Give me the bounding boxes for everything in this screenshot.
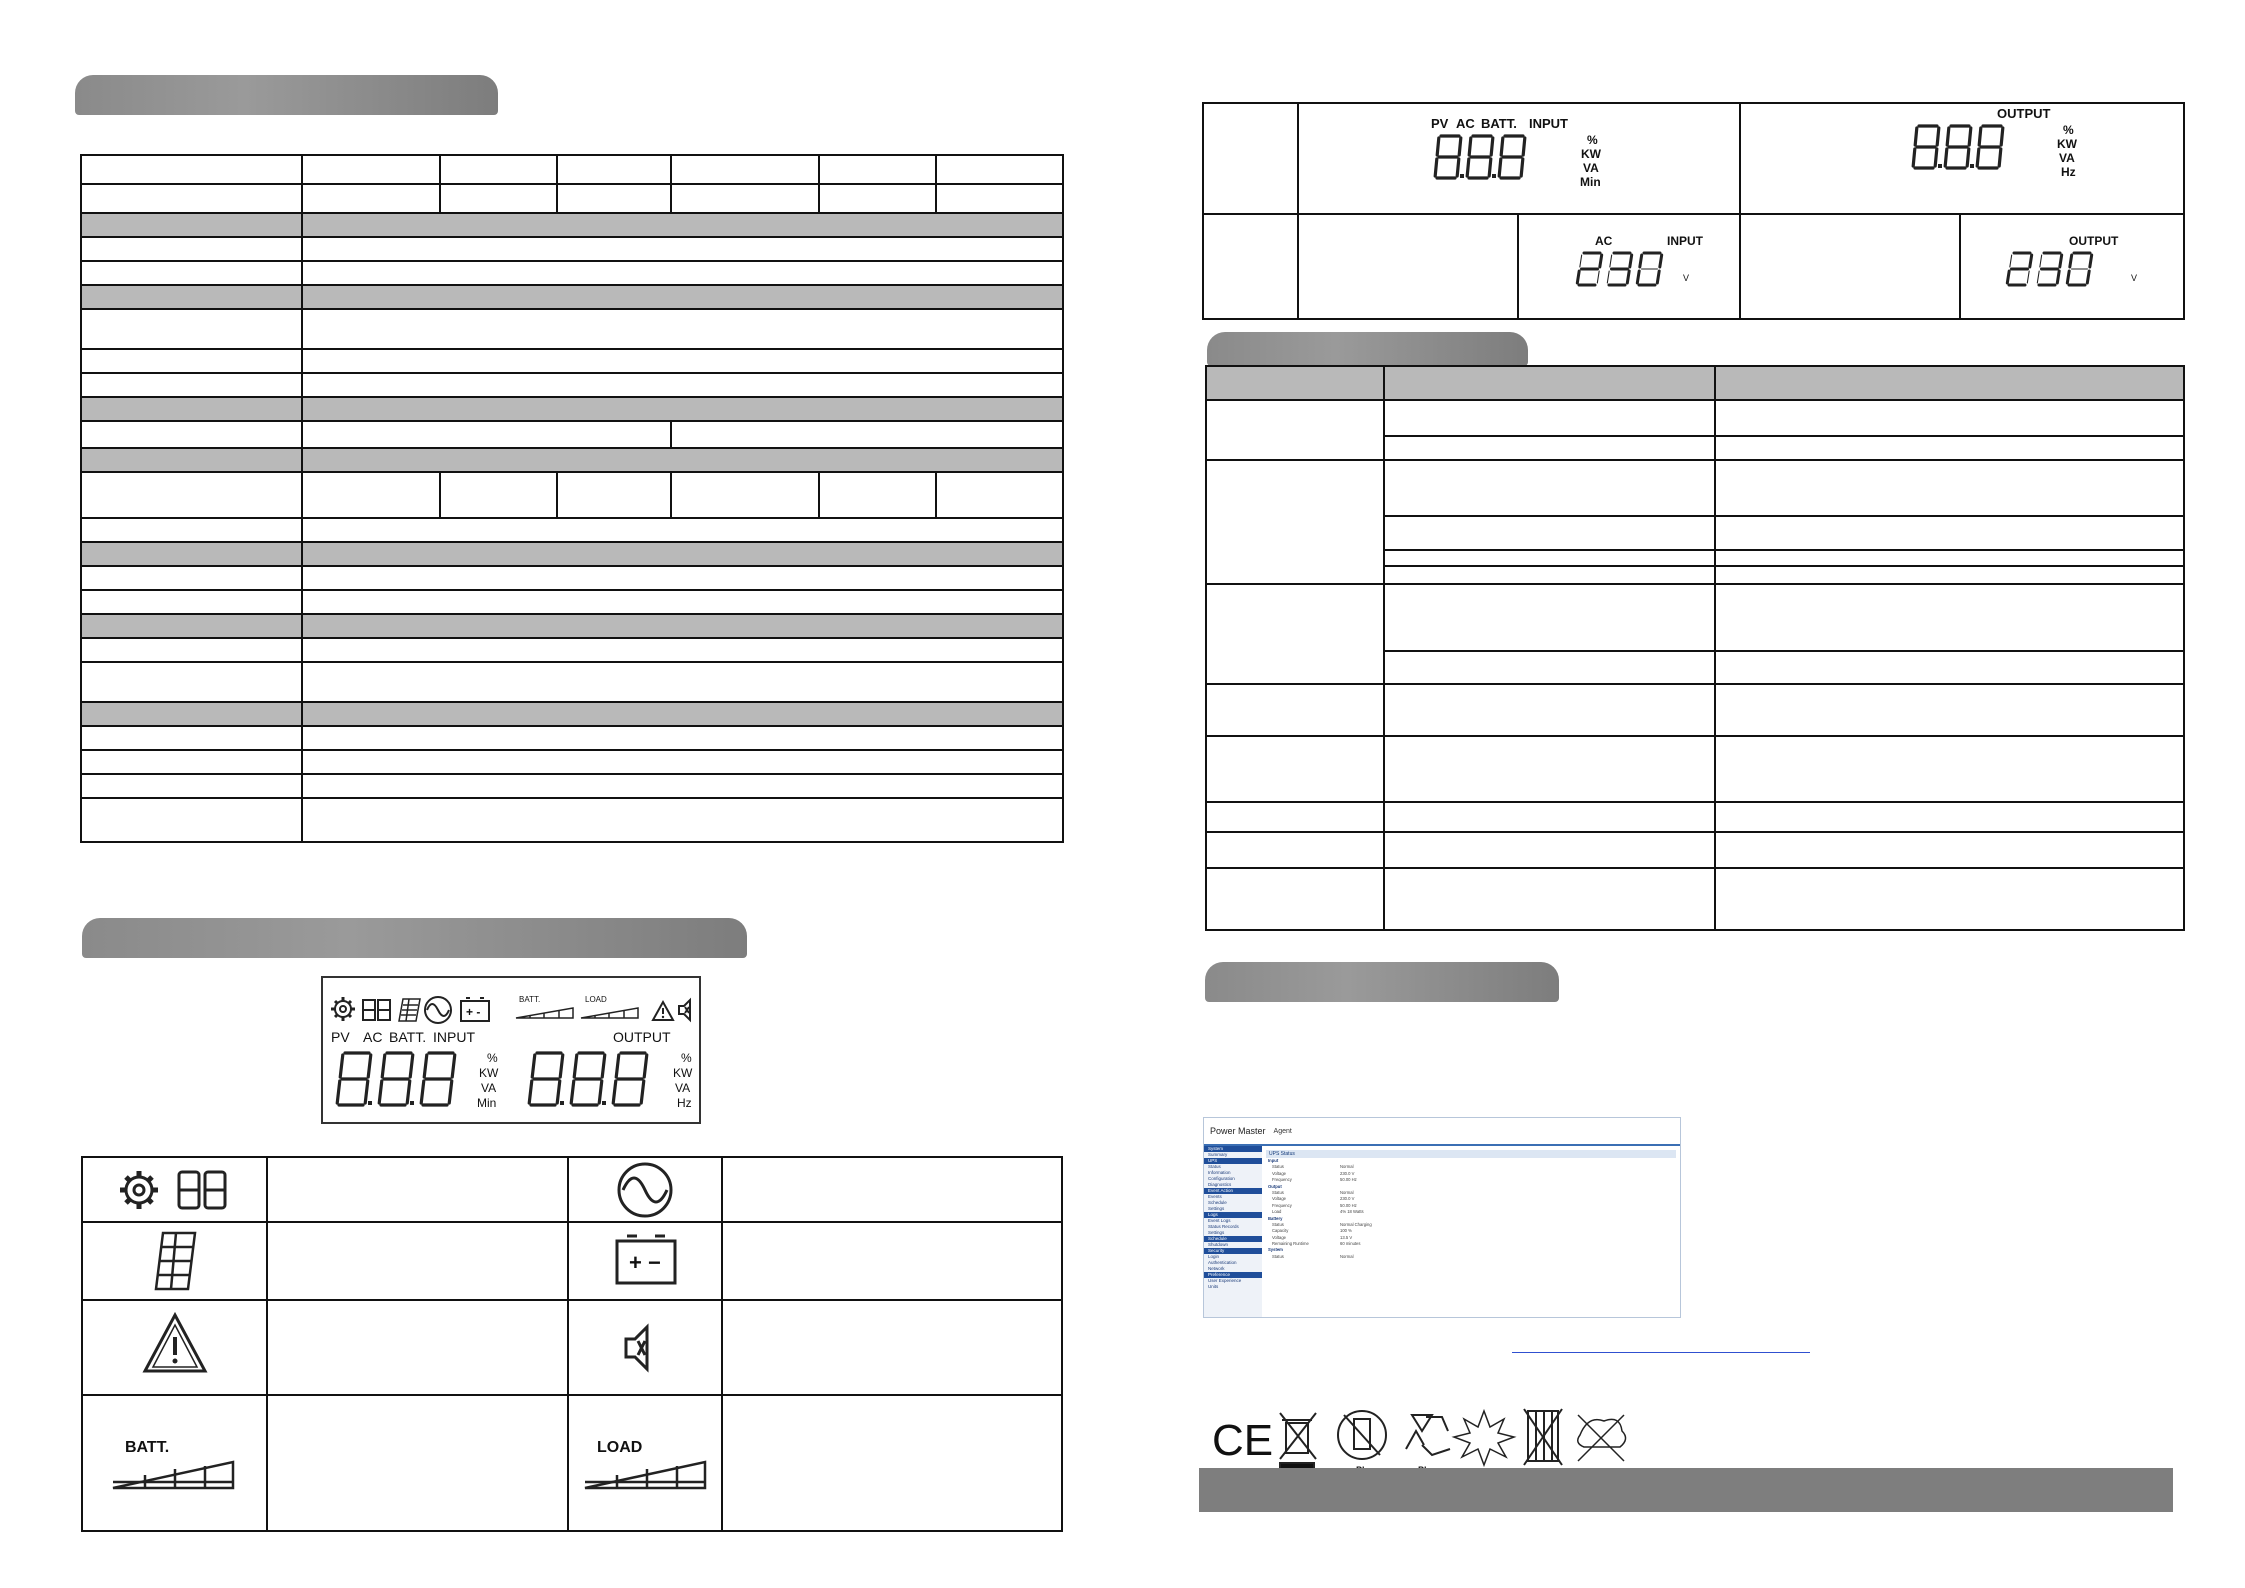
digit-segment xyxy=(365,1081,368,1103)
digit-segment xyxy=(2030,255,2032,267)
digit-segment xyxy=(1457,159,1459,176)
svg-text:+ -: + - xyxy=(466,1005,481,1019)
digit-segment xyxy=(1435,159,1437,176)
digit-segment xyxy=(1915,128,1917,145)
digit-segment xyxy=(1999,149,2001,166)
digit-segment xyxy=(1967,149,1969,166)
display-panel-icon xyxy=(399,999,420,1021)
screenshot-sidebar-item: Security xyxy=(1204,1248,1262,1254)
digit-segment xyxy=(1969,128,1971,145)
digit-segment xyxy=(613,1081,616,1103)
screenshot-sidebar-item: Settings xyxy=(1208,1230,1225,1235)
digit-segment xyxy=(1501,138,1503,155)
sine-wave-icon xyxy=(619,1164,671,1216)
digit-segment xyxy=(1607,271,1609,283)
batt-level-icon xyxy=(516,1008,573,1018)
screenshot-sidebar-item: Information xyxy=(1208,1170,1231,1175)
digit-segment xyxy=(1660,255,1662,267)
screenshot-sidebar xyxy=(1204,1146,1262,1317)
digit-segment xyxy=(368,1055,371,1077)
temperature-icon xyxy=(1578,1415,1626,1461)
digit-segment xyxy=(2090,255,2092,267)
digit-segment xyxy=(1637,271,1639,283)
lcd-unit-4: Min xyxy=(1580,175,1601,189)
lcd-unit-1: % xyxy=(1587,133,1598,147)
digit-segment xyxy=(379,1081,382,1103)
decimal-point xyxy=(1492,174,1496,178)
screenshot-sidebar-item: Authentication xyxy=(1208,1260,1237,1265)
digit-segment xyxy=(449,1081,452,1103)
lcd-output-label: OUTPUT xyxy=(1997,106,2051,121)
screenshot-row-key: Load xyxy=(1272,1209,1282,1215)
battery-disposal-icon xyxy=(1338,1411,1386,1475)
digit-segment xyxy=(641,1081,644,1103)
screenshot-host: Agent xyxy=(1273,1127,1292,1135)
panel-unit-left-4: Min xyxy=(477,1096,497,1110)
screenshot-row-value: 230.0 V xyxy=(1340,1196,1355,1202)
digit-segment xyxy=(340,1055,343,1077)
panel-unit-right-3: VA xyxy=(675,1081,691,1095)
svg-text:+ −: + − xyxy=(629,1250,661,1275)
screenshot-row-key: Status xyxy=(1272,1164,1284,1170)
screenshot-sidebar-item: UPS xyxy=(1204,1158,1262,1164)
digit-segment xyxy=(602,1055,605,1077)
screenshot-row-value: 4% 18 Watts xyxy=(1340,1209,1364,1215)
troubleshooting-section-header xyxy=(1207,332,1528,366)
screenshot-sidebar-item: Diagnostics xyxy=(1208,1182,1232,1187)
panel-output-label: OUTPUT xyxy=(613,1029,671,1045)
digit-segment xyxy=(421,1081,424,1103)
screenshot-header: UPS Status xyxy=(1266,1150,1676,1158)
screenshot-row-key: Status xyxy=(1272,1221,1284,1227)
screenshot-sidebar-item: Schedule xyxy=(1208,1200,1227,1205)
screenshot-main xyxy=(1266,1150,1676,1315)
panel-unit-left-2: KW xyxy=(479,1066,499,1080)
load-level-icon xyxy=(581,1008,638,1018)
digit-segment xyxy=(452,1055,455,1077)
panel-ac-label: AC xyxy=(363,1029,383,1045)
screenshot-row xyxy=(1266,1254,1676,1260)
spec-section-header xyxy=(75,75,498,115)
screenshot-sidebar-item: Preference xyxy=(1204,1272,1262,1278)
digit-segment xyxy=(1913,149,1915,166)
recycle-icon xyxy=(1406,1415,1450,1475)
decimal-point xyxy=(410,1101,414,1105)
digits-icon xyxy=(179,1172,225,1208)
digit-segment xyxy=(2001,128,2003,145)
screenshot-row-value: 50.00 Hz xyxy=(1340,1202,1357,1208)
panel-unit-left-1: % xyxy=(487,1051,498,1065)
screenshot-row-key: Status xyxy=(1272,1253,1284,1259)
pallet-icon xyxy=(1524,1409,1562,1465)
lcd-out-unit-4: Hz xyxy=(2061,165,2076,179)
screenshot-sidebar-item: Units xyxy=(1208,1284,1219,1289)
warning-triangle-icon xyxy=(145,1315,205,1371)
digit-segment xyxy=(1947,128,1949,145)
digit-segment xyxy=(2027,271,2029,283)
digit-segment xyxy=(1935,149,1937,166)
digit-segment xyxy=(1437,138,1439,155)
digit-segment xyxy=(2087,271,2089,283)
decimal-point xyxy=(602,1101,606,1105)
panel-unit-right-2: KW xyxy=(673,1066,693,1080)
digit-segment xyxy=(532,1055,535,1077)
lcd-panel-diagram xyxy=(321,976,701,1124)
digit-segment xyxy=(574,1055,577,1077)
digit-segment xyxy=(1521,159,1523,176)
troubleshooting-table xyxy=(1205,365,2185,931)
screenshot-row-key: Status xyxy=(1272,1189,1284,1195)
digit-segment xyxy=(1459,138,1461,155)
panel-unit-right-4: Hz xyxy=(677,1096,692,1110)
lcd-display-table xyxy=(1202,102,2185,320)
digit-segment xyxy=(2070,255,2072,267)
panel-left-digits xyxy=(337,1053,455,1105)
lcd-out-unit-2: KW xyxy=(2057,137,2077,151)
batt-level-icon xyxy=(113,1462,233,1488)
screenshot-row-key: Voltage xyxy=(1272,1196,1286,1202)
screenshot-sidebar-item: Event Action xyxy=(1204,1188,1262,1194)
digit-segment xyxy=(2040,255,2042,267)
lcd-input-small-label: INPUT xyxy=(1667,234,1703,248)
panel-batt-label: BATT. xyxy=(389,1029,427,1045)
digit-segment xyxy=(1640,255,1642,267)
screenshot-brand: Power Master xyxy=(1210,1126,1266,1136)
digit-segment xyxy=(616,1055,619,1077)
screenshot-row-key: Frequency xyxy=(1272,1177,1292,1183)
digit-segment xyxy=(560,1055,563,1077)
digit-segment xyxy=(1499,159,1501,176)
lcd-output-small-label: OUTPUT xyxy=(2069,234,2119,248)
screenshot-sidebar-item: Schedule xyxy=(1204,1236,1262,1242)
digit-segment xyxy=(2060,255,2062,267)
digit-segment xyxy=(644,1055,647,1077)
digit-segment xyxy=(1491,138,1493,155)
display-panel-icon xyxy=(156,1233,195,1289)
mute-speaker-icon xyxy=(626,1327,647,1369)
lcd-top-right-digits xyxy=(1913,126,2003,168)
screenshot-sidebar-item: Login xyxy=(1208,1254,1220,1259)
digit-segment xyxy=(1630,255,1632,267)
digit-segment xyxy=(407,1081,410,1103)
screenshot-row-value: Normal xyxy=(1340,1253,1354,1259)
legend-load-label: LOAD xyxy=(597,1439,643,1456)
digit-segment xyxy=(2057,271,2059,283)
decimal-point xyxy=(1970,164,1974,168)
digit-segment xyxy=(1467,159,1469,176)
screenshot-row-value: 230.0 V xyxy=(1340,1170,1355,1176)
sine-wave-icon xyxy=(425,997,451,1023)
screenshot-section-title: System xyxy=(1268,1247,1283,1253)
screenshot-row-key: Frequency xyxy=(1272,1202,1292,1208)
decimal-point xyxy=(560,1101,564,1105)
power-master-screenshot xyxy=(1203,1117,1681,1318)
screenshot-row-value: 13.5 V xyxy=(1340,1234,1353,1240)
digit-segment xyxy=(529,1081,532,1103)
decimal-point xyxy=(1460,174,1464,178)
screenshot-row-value: Normal xyxy=(1340,1164,1354,1170)
screenshot-section-title: Battery xyxy=(1268,1215,1283,1221)
screenshot-sidebar-item: Events xyxy=(1208,1194,1222,1199)
digit-segment xyxy=(1945,149,1947,166)
digit-segment xyxy=(2037,271,2039,283)
screenshot-sidebar-item: Summary xyxy=(1208,1152,1228,1157)
screenshot-sidebar-item: User Experience xyxy=(1208,1278,1242,1283)
lcd-input-unit: V xyxy=(1683,273,1690,283)
screenshot-sidebar-item: Status xyxy=(1208,1164,1221,1169)
digit-segment xyxy=(1627,271,1629,283)
screenshot-sidebar-item: Network xyxy=(1208,1266,1225,1271)
gear-icon xyxy=(331,997,355,1021)
screenshot-row-value: 60 minutes xyxy=(1340,1241,1361,1247)
certification-marks xyxy=(1210,1405,1630,1477)
digit-segment xyxy=(1937,128,1939,145)
digit-segment xyxy=(382,1055,385,1077)
digit-segment xyxy=(1597,271,1599,283)
digit-segment xyxy=(1489,159,1491,176)
screenshot-sidebar-item: System xyxy=(1204,1146,1262,1152)
digits-icon xyxy=(363,1000,390,1020)
digit-segment xyxy=(1580,255,1582,267)
digit-segment xyxy=(2007,271,2009,283)
digit-segment xyxy=(2067,271,2069,283)
lcd-out-unit-1: % xyxy=(2063,123,2074,137)
screenshot-section-title: Output xyxy=(1268,1183,1282,1189)
digit-segment xyxy=(1523,138,1525,155)
digit-segment xyxy=(1610,255,1612,267)
screenshot-section-title: Input xyxy=(1268,1158,1279,1163)
screenshot-sidebar-item: Shutdown xyxy=(1208,1242,1229,1247)
screenshot-sidebar-item: Configuration xyxy=(1208,1176,1235,1181)
icon-legend-table xyxy=(81,1156,1063,1532)
gear-icon xyxy=(120,1171,158,1209)
lcd-out-unit-3: VA xyxy=(2059,151,2075,165)
panel-load-tag: LOAD xyxy=(585,995,607,1004)
screenshot-sidebar-item: Logs xyxy=(1204,1212,1262,1218)
lcd-ac-small-label: AC xyxy=(1595,234,1613,248)
digit-segment xyxy=(1577,271,1579,283)
digit-segment xyxy=(424,1055,427,1077)
weee-bin-icon xyxy=(1280,1413,1316,1470)
screenshot-row-key: Voltage xyxy=(1272,1234,1286,1240)
screenshot-row-value: Normal xyxy=(1340,1189,1354,1195)
screenshot-row-value: Normal Charging xyxy=(1340,1221,1372,1227)
digit-segment xyxy=(2010,255,2012,267)
lcd-ac-label: AC xyxy=(1456,116,1475,131)
panel-batt-tag: BATT. xyxy=(519,995,541,1004)
screenshot-sidebar-item: Status Records xyxy=(1208,1224,1239,1229)
download-link[interactable] xyxy=(1512,1352,1810,1353)
load-level-icon xyxy=(585,1462,705,1488)
explosion-icon xyxy=(1454,1411,1514,1465)
screenshot-topbar xyxy=(1204,1118,1680,1146)
lcd-input-voltage xyxy=(1577,253,1661,285)
screenshot-row-key: Voltage xyxy=(1272,1170,1286,1176)
warning-triangle-icon xyxy=(653,1002,673,1020)
footer-bar xyxy=(1199,1468,2173,1512)
battery-icon xyxy=(617,1236,675,1283)
lcd-batt-label: BATT. xyxy=(1481,116,1517,131)
digit-segment xyxy=(1979,128,1981,145)
screenshot-row-key: Capacity xyxy=(1272,1228,1289,1234)
specification-table xyxy=(80,154,1064,843)
digit-segment xyxy=(1657,271,1659,283)
battery-icon xyxy=(461,998,489,1021)
panel-right-digits xyxy=(529,1053,647,1105)
legend-batt-label: BATT. xyxy=(125,1439,170,1456)
screenshot-row-value: 50.00 Hz xyxy=(1340,1177,1357,1183)
software-section-header xyxy=(1205,962,1559,1002)
lcd-input-label: INPUT xyxy=(1529,116,1568,131)
lcd-unit-3: VA xyxy=(1583,161,1599,175)
ce-mark-icon: CE xyxy=(1212,1416,1274,1465)
lcd-output-unit: V xyxy=(2131,273,2138,283)
panel-input-label: INPUT xyxy=(433,1029,475,1045)
lcd-unit-2: KW xyxy=(1581,147,1601,161)
decimal-point xyxy=(1938,164,1942,168)
screenshot-rows xyxy=(1266,1158,1676,1260)
panel-pv-label: PV xyxy=(331,1029,350,1045)
digit-segment xyxy=(410,1055,413,1077)
panel-unit-left-3: VA xyxy=(481,1081,497,1095)
screenshot-sidebar-item: Settings xyxy=(1208,1206,1225,1211)
lcd-pv-label: PV xyxy=(1431,116,1449,131)
digit-segment xyxy=(1469,138,1471,155)
digit-segment xyxy=(1600,255,1602,267)
screenshot-row-value: 100 % xyxy=(1340,1228,1352,1234)
screenshot-sidebar-item: Event Logs xyxy=(1208,1218,1231,1223)
digit-segment xyxy=(599,1081,602,1103)
digit-segment xyxy=(571,1081,574,1103)
lcd-section-header xyxy=(82,918,747,958)
panel-unit-right-1: % xyxy=(681,1051,692,1065)
digit-segment xyxy=(1977,149,1979,166)
lcd-top-left-digits xyxy=(1435,136,1525,178)
mute-speaker-icon xyxy=(679,1000,690,1020)
digit-segment xyxy=(557,1081,560,1103)
screenshot-row-key: Remaining Runtime xyxy=(1272,1241,1309,1247)
lcd-output-voltage xyxy=(2007,253,2091,285)
decimal-point xyxy=(368,1101,372,1105)
digit-segment xyxy=(337,1081,340,1103)
